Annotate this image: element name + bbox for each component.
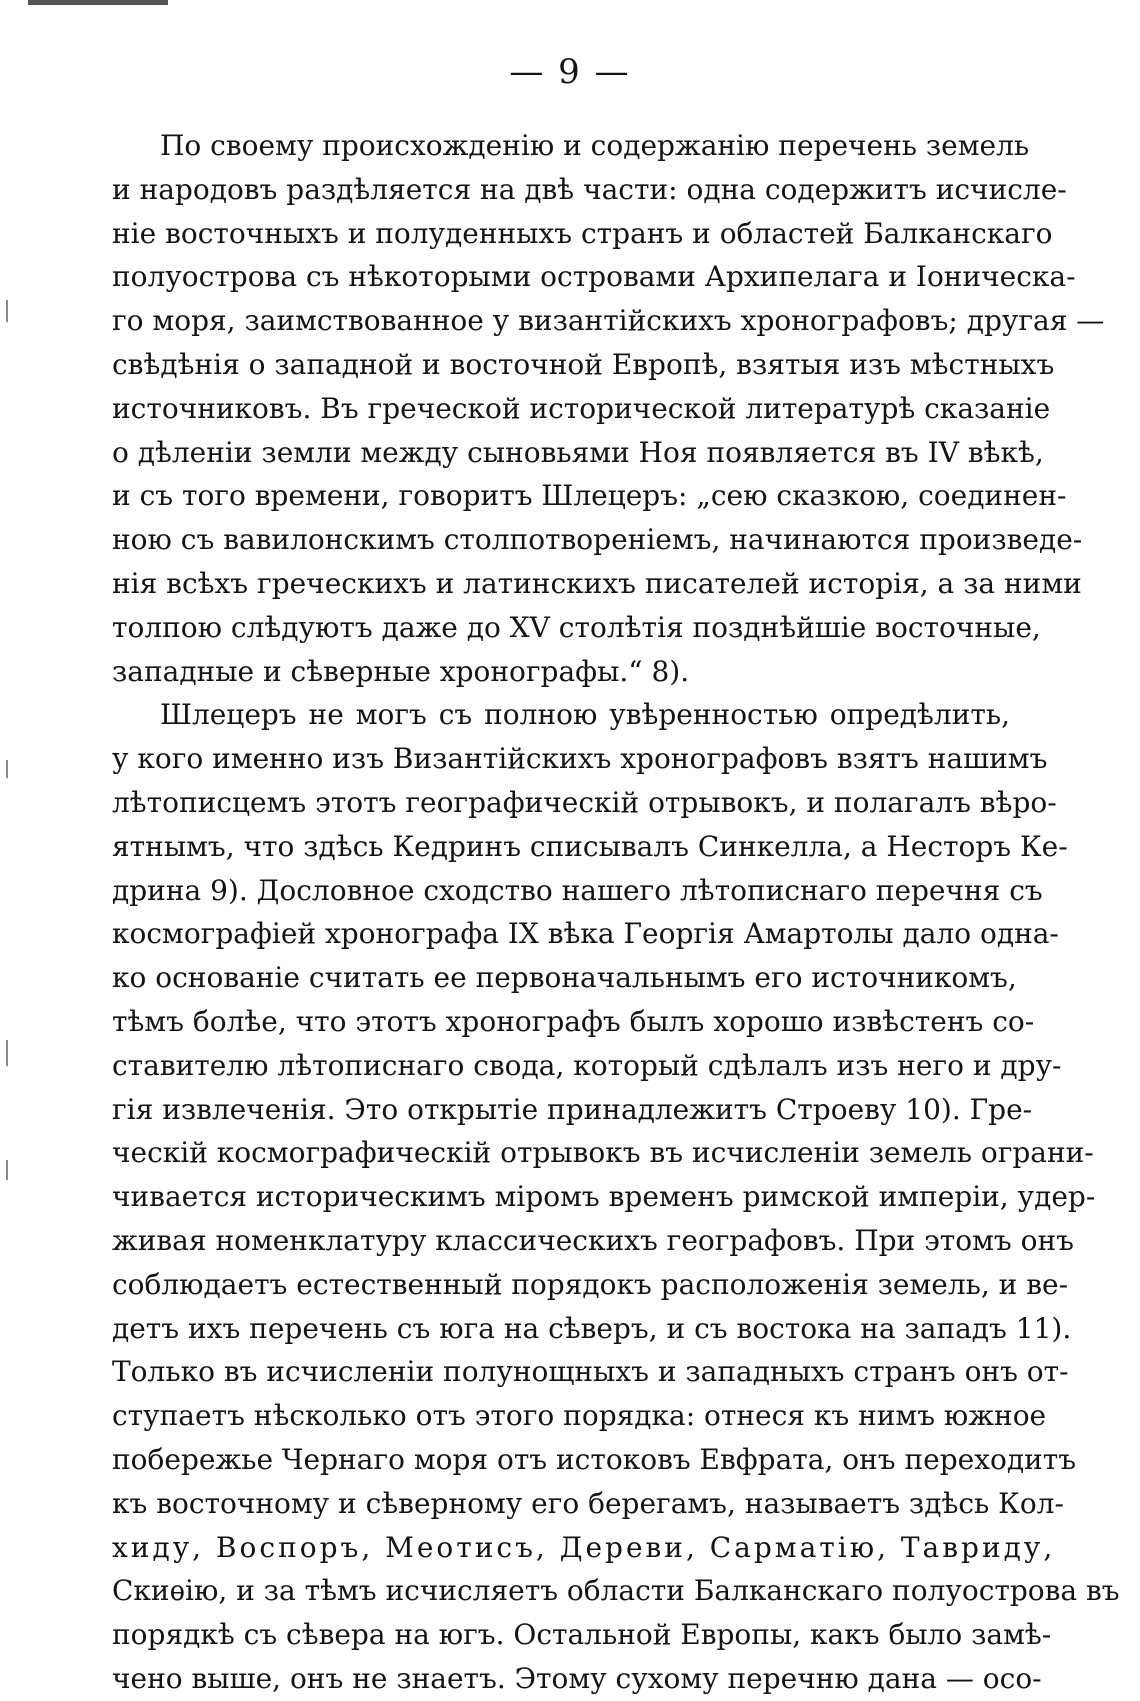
text-line: хиду, Воспоръ, Меотисъ, Дереви, Сарматію, Тавриду,	[112, 1530, 1056, 1564]
text-line: къ восточному и сѣверному его берегамъ, называетъ здѣсь Кол-	[112, 1486, 1064, 1520]
text-line: о дѣленіи земли между сыновьями Ноя появляется въ IV вѣкѣ,	[112, 435, 1044, 469]
text-line: ніе восточныхъ и полуденныхъ странъ и областей Балканскаго	[112, 216, 1053, 250]
text-line: полуострова съ нѣкоторыми островами Архипелага и Іоническа-	[112, 260, 1076, 294]
text-line: ною съ вавилонскимъ столпотвореніемъ, начинаются произведе-	[112, 523, 1083, 557]
text-line: ятнымъ, что здѣсь Кедринъ списывалъ Синкелла, а Несторъ Ке-	[112, 829, 1068, 863]
text-line: ступаетъ нѣсколько отъ этого порядка: отнеся къ нимъ южное	[112, 1399, 1047, 1433]
text-line: живая номенклатуру классическихъ географовъ. При этомъ онъ	[112, 1223, 1074, 1257]
text-line: Шлецеръ не могъ съ полною увѣренностью опредѣлить,	[160, 698, 1010, 732]
page-number: — 9 —	[509, 52, 631, 92]
text-line: ко основаніе считать ее первоначальнымъ его источникомъ,	[112, 961, 1017, 995]
text-line: космографіей хронографа IX вѣка Георгія Амартолы дало одна-	[112, 917, 1059, 951]
text-line: порядкѣ съ сѣвера на югъ. Остальной Европы, какъ было замѣ-	[112, 1618, 1052, 1652]
text-line: тѣмъ болѣе, что этотъ хронографъ былъ хорошо извѣстенъ со-	[112, 1004, 1035, 1038]
text-line: лѣтописцемъ этотъ географическій отрывокъ, и полагалъ вѣро-	[112, 785, 1057, 819]
text-line: го моря, заимствованное у византійскихъ хронографовъ; другая —	[112, 304, 1105, 338]
scan-edge-mark	[28, 0, 168, 5]
scan-margin-mark	[6, 300, 8, 322]
text-line: ставителю лѣтописнаго свода, который сдѣлалъ изъ него и дру-	[112, 1048, 1062, 1082]
scan-margin-mark	[6, 1160, 8, 1180]
text-line: толпою слѣдуютъ даже до XV столѣтія позднѣйшіе восточные,	[112, 610, 1041, 644]
text-line: соблюдаетъ естественный порядокъ расположенія земель, и ве-	[112, 1267, 1069, 1301]
text-line: свѣдѣнія о западной и восточной Европѣ, взятыя изъ мѣстныхъ	[112, 347, 1055, 381]
text-line: и народовъ раздѣляется на двѣ части: одна содержитъ исчисле-	[112, 172, 1067, 206]
text-line: ческій космографическій отрывокъ въ исчисленіи земель ограни-	[112, 1136, 1094, 1170]
text-line: детъ ихъ перечень съ юга на сѣверъ, и съ востока на западъ 11).	[112, 1311, 1072, 1345]
text-line: Скиѳію, и за тѣмъ исчисляетъ области Балканскаго полуострова въ	[112, 1574, 1120, 1608]
text-line: западные и сѣверные хронографы.“ 8).	[112, 654, 690, 688]
text-line: у кого именно изъ Византійскихъ хронографовъ взятъ нашимъ	[112, 742, 1048, 776]
text-line: побережье Чернаго моря отъ истоковъ Евфрата, онъ переходитъ	[112, 1442, 1077, 1476]
text-line: чено выше, онъ не знаетъ. Этому сухому перечню дана — осо-	[112, 1661, 1042, 1695]
text-line: и съ того времени, говоритъ Шлецеръ: „сею сказкою, соединен-	[112, 479, 1067, 513]
scan-margin-mark	[6, 760, 8, 778]
text-line: Только въ исчисленіи полунощныхъ и западныхъ странъ онъ от-	[112, 1355, 1069, 1389]
text-line: нія всѣхъ греческихъ и латинскихъ писателей исторія, а за ними	[112, 566, 1082, 600]
text-line: источниковъ. Въ греческой исторической литературѣ сказаніе	[112, 391, 1051, 425]
text-line: По своему происхожденію и содержанію перечень земель	[160, 129, 1030, 162]
text-line: дрина 9). Дословное сходство нашего лѣтописнаго перечня съ	[112, 873, 1043, 907]
body-text	[112, 124, 1120, 1701]
scan-margin-mark	[6, 1040, 8, 1066]
text-line: гія извлеченія. Это открытіе принадлежитъ Строеву 10). Гре-	[112, 1092, 1033, 1126]
text-line: чивается историческимъ міромъ временъ римской имперіи, удер-	[112, 1180, 1096, 1214]
